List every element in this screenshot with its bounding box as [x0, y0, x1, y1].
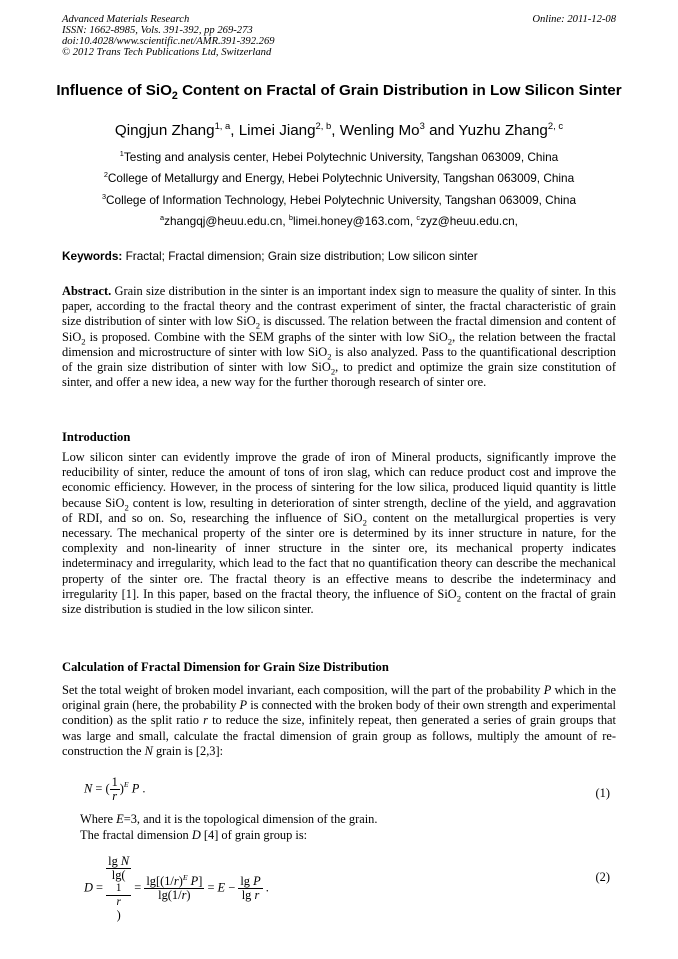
doi-line: doi:10.4028/www.scientific.net/AMR.391-392.269: [62, 36, 275, 47]
affiliation: $^3$College of Information Technology, Hebei Polytechnic University, Tangshan 063009, China: [101, 192, 577, 207]
section-heading-introduction: Introduction: [62, 430, 131, 444]
author: Limei Jiang: [238, 122, 316, 139]
equation-2: D = lg N lg( 1 r ) = $\frac{\lg[(1/r)^E P]}{\lg(1/r)}$ = E − $\frac{\text{lg P}}{\text{lg r}}$ .: [84, 854, 269, 922]
fractal-dimension-intro: The fractal dimension D [4] of grain group is:: [80, 828, 308, 842]
equation-1-number: (1): [595, 786, 610, 800]
calculation-paragraph: Set the total weight of broken model invariant, each composition, will the part of the probability P which in the original grain (here, the probability P is connected with the broken body of their own strength and experimental condition) as the split ratio r to reduce the size, infinitely repeat, then generated a series of grain groups that was large and small, calculate the fractal dimension of grain group as follows, multiply the amount of re-construction the N grain is [2,3]:: [62, 683, 616, 758]
affiliation: $^2$College of Metallurgy and Energy, Hebei Polytechnic University, Tangshan 063009, China: [103, 170, 575, 185]
copyright-line: © 2012 Trans Tech Publications Ltd, Switzerland: [62, 47, 272, 58]
equation-2-number: (2): [595, 870, 610, 884]
section-heading-calculation: Calculation of Fractal Dimension for Grain Size Distribution: [62, 660, 389, 674]
author: Qingjun Zhang: [114, 122, 215, 139]
equation-1: N = ( $\frac{1}{r}$ )$^E$ P .: [84, 775, 146, 803]
journal-name: Advanced Materials Research: [62, 14, 190, 25]
affiliation: $^1$Testing and analysis center, Hebei Polytechnic University, Tangshan 063009, China: [119, 149, 559, 164]
author: Wenling Mo: [339, 122, 420, 139]
author-list: Qingjun Zhang$^{1, a}$, Limei Jiang$^{2, b}$, Wenling Mo$^3$ and Yuzhu Zhang$^{2, c}$: [114, 119, 564, 139]
issn-line: ISSN: 1662-8985, Vols. 391-392, pp 269-273: [62, 25, 253, 36]
equation-1-explanation: Where E=3, and it is the topological dimension of the grain.: [80, 812, 378, 826]
author: Yuzhu Zhang: [458, 122, 548, 139]
online-date: Online: 2011-12-08: [532, 14, 616, 25]
paper-title: Influence of SiO$_2$ Content on Fractal of Grain Distribution in Low Silicon Sinter: [56, 82, 622, 103]
abstract: Abstract. Grain size distribution in the sinter is an important index sign to measure the quality of sinter. In this paper, according to the fractal theory and the contrast experiment of sinter, the fractal characteristic of grain size distribution of sinter with low SiO$_2$ is discussed. The relation between the fractal dimension and content of SiO$_2$ is proposed. Combine with the SEM graphs of the sinter with low SiO$_2$, the relation between the fractal dimension and microstructure of sinter with low SiO$_2$ is also analyzed. Pass to the quantificational description of the grain size distribution of sinter with low SiO$_2$, to predict and optimize the grain size constitution of sinter, and offer a new idea, a new way for the further thorough research of sinter ore.: [62, 284, 617, 390]
introduction-paragraph: Low silicon sinter can evidently improve the grade of iron of Mineral products, significantly improve the reducibility of sinter, reduce the amount of tons of iron slag, which can reduce product cost and improve the economic efficiency. However, in the process of sintering for the low silica, produced liquid quantity is little because SiO$_2$ content is low, resulting in deterioration of sinter strength, decline of the yield, and aggravation of RDI, and so on. So, researching the influence of SiO$_2$ content on the metallurgical properties is very necessary. The mechanical property of the sinter ore is determined by its inner structure in nature, for the complexity and non-linearity of inner structure in the sinter ore, its mechanical property indicates indeterminacy and irregularity, which lead to the fact that no quantification theory can describe the mechanical property of the sinter ore. The fractal theory is an effective means to describe the indeterminacy and irregularity [1]. In this paper, based on the fractal theory, the influence of SiO$_2$ content on the fractal of grain size distribution is studied in the low silicon sinter.: [62, 450, 617, 617]
running-header: [62, 14, 616, 58]
email-line: $^a$zhangqj@heuu.edu.cn, $^b$limei.honey@163.com, $^c$zyz@heuu.edu.cn,: [160, 213, 518, 228]
keywords: Keywords: Fractal; Fractal dimension; Grain size distribution; Low silicon sinter: [62, 249, 478, 263]
